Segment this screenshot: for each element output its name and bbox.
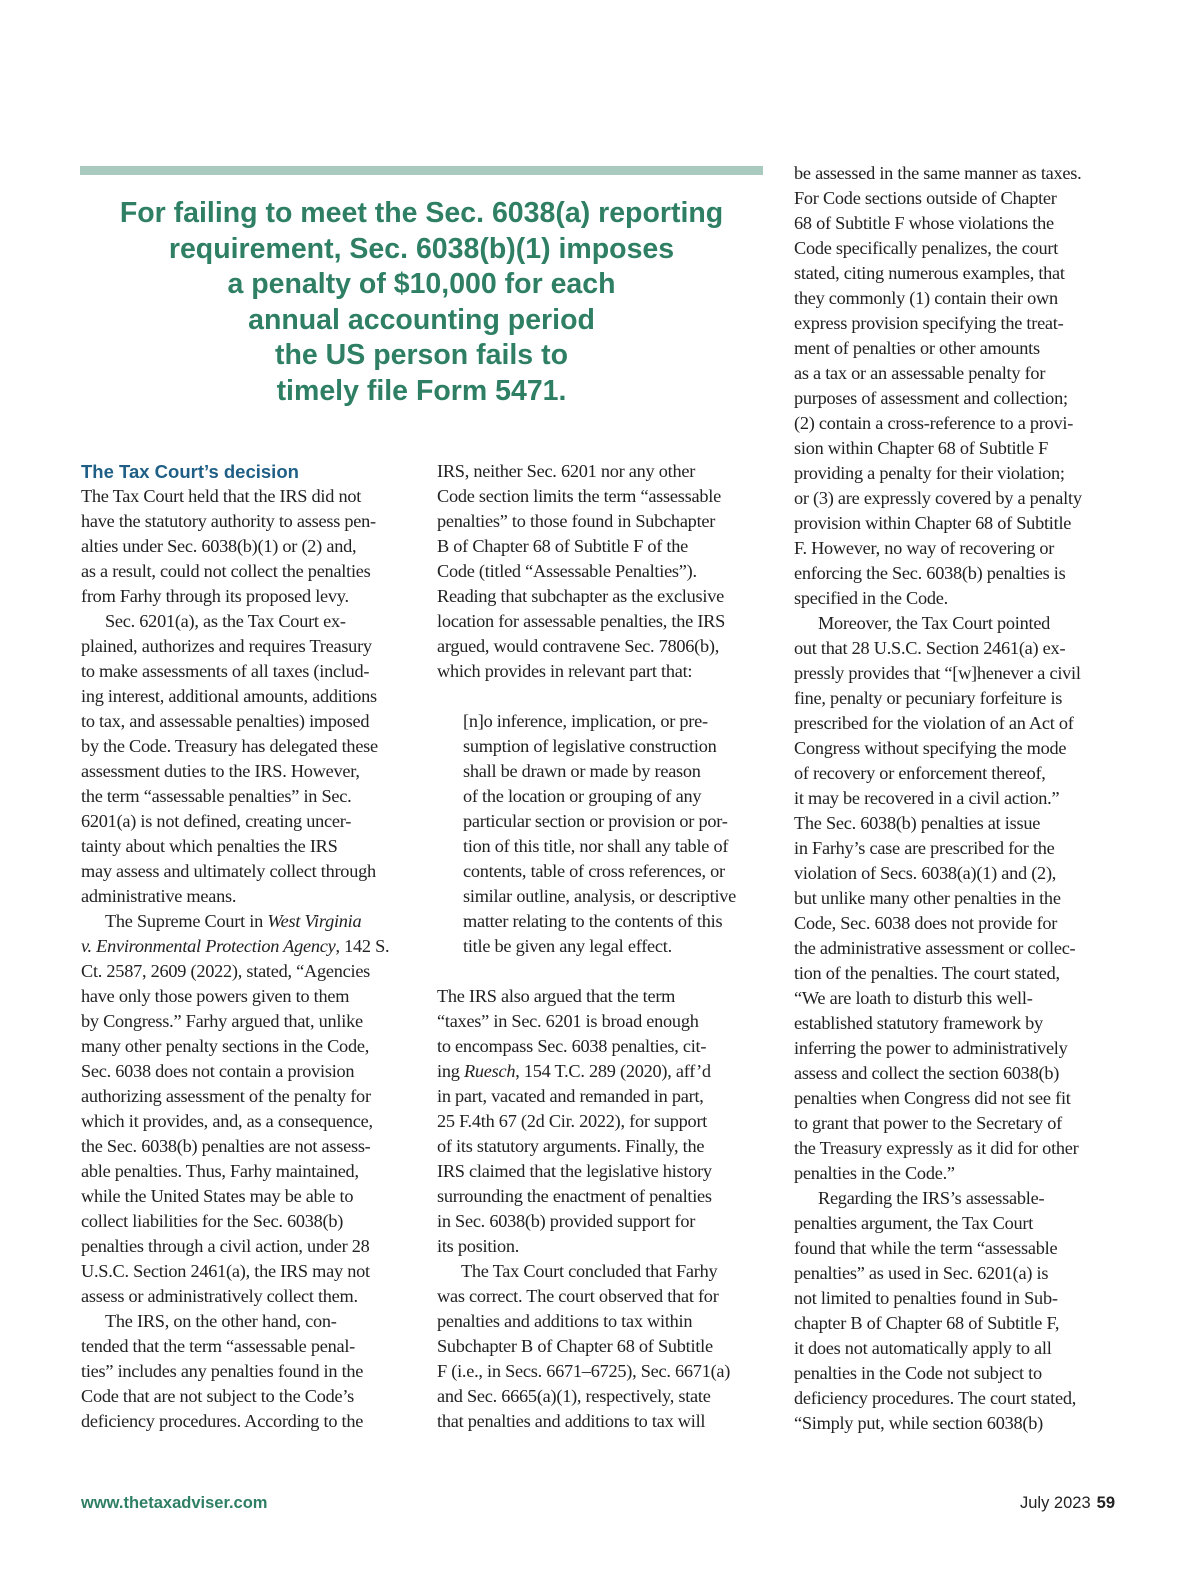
text-line: Ct. 2587, 2609 (2022), stated, “Agencies [81, 961, 371, 981]
text-line: penalties and additions to tax within [437, 1311, 693, 1331]
text-line: tended that the term “assessable penal- [81, 1336, 356, 1356]
text-line: penalties when Congress did not see fit [794, 1088, 1071, 1108]
text-line: purposes of assessment and collection; [794, 388, 1068, 408]
footer-date-page [1020, 1492, 1115, 1514]
text-line: found that while the term “assessable [794, 1238, 1058, 1258]
text-line: penalties argument, the Tax Court [794, 1213, 1034, 1233]
text-line: or (3) are expressly covered by a penalty [794, 488, 1082, 508]
italic-citation: v. Environmental Protection Agency [81, 936, 336, 956]
text-line: that penalties and additions to tax will [437, 1411, 706, 1431]
text-line: tion of the penalties. The court stated, [794, 963, 1060, 983]
text-line: “We are loath to disturb this well- [794, 988, 1033, 1008]
text-line: For Code sections outside of Chapter [794, 188, 1057, 208]
text-line: fine, penalty or pecuniary forfeiture is [794, 688, 1063, 708]
text-line: deficiency procedures. The court stated, [794, 1388, 1077, 1408]
text-line: penalties” as used in Sec. 6201(a) is [794, 1263, 1049, 1283]
text-line: prescribed for the violation of an Act of [794, 713, 1074, 733]
text-line: in Sec. 6038(b) provided support for [437, 1211, 696, 1231]
text-line: title be given any legal effect. [463, 936, 672, 956]
text-line: its position. [437, 1236, 520, 1256]
article-column-3 [794, 161, 1124, 1436]
text-line: of its statutory arguments. Finally, the [437, 1136, 705, 1156]
text-line: Sec. 6038 does not contain a provision [81, 1061, 355, 1081]
text-line: Regarding the IRS’s assessable- [818, 1188, 1045, 1208]
text-line: tainty about which penalties the IRS [81, 836, 338, 856]
text-line: in part, vacated and remanded in part, [437, 1086, 704, 1106]
text-line: they commonly (1) contain their own [794, 288, 1058, 308]
text-line: B of Chapter 68 of Subtitle F of the [437, 536, 688, 556]
text-line: The Supreme Court in West Virginia [105, 911, 362, 931]
text-line: penalties” to those found in Subchapter [437, 511, 716, 531]
text-line: ment of penalties or other amounts [794, 338, 1040, 358]
text-line: the Treasury expressly as it did for other [794, 1138, 1079, 1158]
text-line: U.S.C. Section 2461(a), the IRS may not [81, 1261, 370, 1281]
italic-citation: West Virginia [267, 911, 362, 931]
pullquote-line: timely file Form 5471. [276, 374, 567, 407]
text-line: inferring the power to administratively [794, 1038, 1068, 1058]
text-line: ties” includes any penalties found in the [81, 1361, 364, 1381]
text-line: but unlike many other penalties in the [794, 888, 1061, 908]
text-line: from Farhy through its proposed levy. [81, 586, 349, 606]
text-line: to tax, and assessable penalties) imposed [81, 711, 370, 731]
text-line: penalties in the Code.” [794, 1163, 955, 1183]
text-line: and Sec. 6665(a)(1), respectively, state [437, 1386, 711, 1406]
text-line: [n]o inference, implication, or pre- [463, 711, 708, 731]
text-line: 68 of Subtitle F whose violations the [794, 213, 1054, 233]
text-line: to grant that power to the Secretary of [794, 1113, 1062, 1133]
text-line: authorizing assessment of the penalty for [81, 1086, 371, 1106]
text-line: Moreover, the Tax Court pointed [818, 613, 1051, 633]
text-line: of the location or grouping of any [463, 786, 702, 806]
text-line: the term “assessable penalties” in Sec. [81, 786, 352, 806]
text-line: as a tax or an assessable penalty for [794, 363, 1046, 383]
pullquote-line: annual accounting period [248, 303, 595, 336]
text-line: was correct. The court observed that for [437, 1286, 719, 1306]
text-line: F. However, no way of recovering or [794, 538, 1055, 558]
text-line: Reading that subchapter as the exclusive [437, 586, 724, 606]
text-line: IRS, neither Sec. 6201 nor any other [437, 461, 696, 481]
text-line: The Tax Court held that the IRS did not [81, 486, 362, 506]
text-line: Subchapter B of Chapter 68 of Subtitle [437, 1336, 713, 1356]
text-line: Code specifically penalizes, the court [794, 238, 1059, 258]
column-3-body [794, 161, 1124, 1436]
text-line: stated, citing numerous examples, that [794, 263, 1065, 283]
text-line: F (i.e., in Secs. 6671–6725), Sec. 6671(a) [437, 1361, 731, 1381]
text-line: assess or administratively collect them. [81, 1286, 358, 1306]
text-line: similar outline, analysis, or descriptive [463, 886, 737, 906]
text-line: tion of this title, nor shall any table of [463, 836, 729, 856]
pullquote-line: requirement, Sec. 6038(b)(1) imposes [168, 232, 675, 265]
text-line: it may be recovered in a civil action.” [794, 788, 1060, 808]
text-line: able penalties. Thus, Farhy maintained, [81, 1161, 359, 1181]
text-line: v. Environmental Protection Agency, 142 S. [81, 936, 390, 956]
text-line: plained, authorizes and requires Treasury [81, 636, 372, 656]
text-line: the administrative assessment or collec- [794, 938, 1076, 958]
column-1-body [81, 484, 417, 1434]
text-line: IRS claimed that the legislative history [437, 1161, 712, 1181]
text-line: The Sec. 6038(b) penalties at issue [794, 813, 1041, 833]
text-line: express provision specifying the treat- [794, 313, 1064, 333]
spacer [437, 684, 777, 709]
text-line: Code, Sec. 6038 does not provide for [794, 913, 1058, 933]
text-line: chapter B of Chapter 68 of Subtitle F, [794, 1313, 1060, 1333]
text-line: The IRS also argued that the term [437, 986, 676, 1006]
text-line: be assessed in the same manner as taxes. [794, 163, 1082, 183]
text-line: surrounding the enactment of penalties [437, 1186, 712, 1206]
text-line: penalties through a civil action, under 28 [81, 1236, 370, 1256]
text-line: 25 F.4th 67 (2d Cir. 2022), for support [437, 1111, 708, 1131]
text-line: “taxes” in Sec. 6201 is broad enough [437, 1011, 699, 1031]
text-line: alties under Sec. 6038(b)(1) or (2) and, [81, 536, 357, 556]
text-line: contents, table of cross references, or [463, 861, 725, 881]
text-line: violation of Secs. 6038(a)(1) and (2), [794, 863, 1057, 883]
text-line: providing a penalty for their violation; [794, 463, 1065, 483]
text-line: Code (titled “Assessable Penalties”). [437, 561, 697, 581]
text-line: (2) contain a cross-reference to a provi- [794, 413, 1074, 433]
text-line: established statutory framework by [794, 1013, 1043, 1033]
text-line: sion within Chapter 68 of Subtitle F [794, 438, 1049, 458]
text-line: while the United States may be able to [81, 1186, 354, 1206]
pullquote-line: the US person fails to [275, 339, 568, 371]
pullquote-line: a penalty of $10,000 for each [227, 268, 616, 300]
text-line: Code that are not subject to the Code’s [81, 1386, 355, 1406]
block-quote [437, 709, 777, 959]
text-line: deficiency procedures. According to the [81, 1411, 364, 1431]
text-line: which provides in relevant part that: [437, 661, 693, 681]
text-line: Code section limits the term “assessable [437, 486, 721, 506]
text-line: by the Code. Treasury has delegated these [81, 736, 378, 756]
text-line: to encompass Sec. 6038 penalties, cit- [437, 1036, 707, 1056]
text-line: matter relating to the contents of this [463, 911, 723, 931]
italic-citation: Ruesch [463, 1061, 516, 1081]
footer-date: July 2023 [1020, 1494, 1091, 1512]
text-line: penalties in the Code not subject to [794, 1363, 1042, 1383]
text-line: by Congress.” Farhy argued that, unlike [81, 1011, 363, 1031]
text-line: have the statutory authority to assess pen- [81, 511, 376, 531]
text-line: assess and collect the section 6038(b) [794, 1063, 1060, 1083]
article-column-1 [81, 459, 417, 1434]
text-line: The IRS, on the other hand, con- [105, 1311, 337, 1331]
pullquote [80, 196, 763, 409]
pullquote-rule [80, 166, 763, 175]
text-line: the Sec. 6038(b) penalties are not assess- [81, 1136, 371, 1156]
page-number: 59 [1096, 1494, 1115, 1512]
text-line: Congress without specifying the mode [794, 738, 1067, 758]
section-heading: The Tax Court’s decision [81, 461, 299, 482]
article-column-2 [437, 459, 777, 1434]
text-line: may assess and ultimately collect through [81, 861, 376, 881]
text-line: ing interest, additional amounts, additions [81, 686, 377, 706]
text-line: 6201(a) is not defined, creating uncer- [81, 811, 352, 831]
text-line: pressly provides that “[w]henever a civil [794, 663, 1081, 683]
text-line: which it provides, and, as a consequence, [81, 1111, 373, 1131]
text-line: in Farhy’s case are prescribed for the [794, 838, 1055, 858]
text-line: argued, would contravene Sec. 7806(b), [437, 636, 720, 656]
column-2-body [437, 459, 777, 684]
text-line: “Simply put, while section 6038(b) [794, 1413, 1043, 1433]
pullquote-line: For failing to meet the Sec. 6038(a) reporting [119, 197, 724, 229]
text-line: shall be drawn or made by reason [463, 761, 701, 781]
text-line: administrative means. [81, 886, 237, 906]
text-line: specified in the Code. [794, 588, 948, 608]
text-line: of recovery or enforcement thereof, [794, 763, 1046, 783]
text-line: to make assessments of all taxes (includ- [81, 661, 370, 681]
text-line: it does not automatically apply to all [794, 1338, 1052, 1358]
text-line: The Tax Court concluded that Farhy [461, 1261, 718, 1281]
text-line: particular section or provision or por- [463, 811, 728, 831]
text-line: not limited to penalties found in Sub- [794, 1288, 1058, 1308]
text-line: Sec. 6201(a), as the Tax Court ex- [105, 611, 346, 631]
text-line: out that 28 U.S.C. Section 2461(a) ex- [794, 638, 1066, 658]
text-line: provision within Chapter 68 of Subtitle [794, 513, 1072, 533]
column-2-body-continued [437, 984, 777, 1434]
footer-website: www.thetaxadviser.com [81, 1494, 268, 1512]
text-line: assessment duties to the IRS. However, [81, 761, 360, 781]
text-line: have only those powers given to them [81, 986, 350, 1006]
text-line: sumption of legislative construction [463, 736, 717, 756]
spacer [437, 959, 777, 984]
text-line: location for assessable penalties, the IRS [437, 611, 726, 631]
text-line: many other penalty sections in the Code, [81, 1036, 370, 1056]
text-line: as a result, could not collect the penalties [81, 561, 371, 581]
text-line: collect liabilities for the Sec. 6038(b) [81, 1211, 344, 1231]
text-line: ing Ruesch, 154 T.C. 289 (2020), aff’d [437, 1061, 711, 1081]
text-line: enforcing the Sec. 6038(b) penalties is [794, 563, 1066, 583]
